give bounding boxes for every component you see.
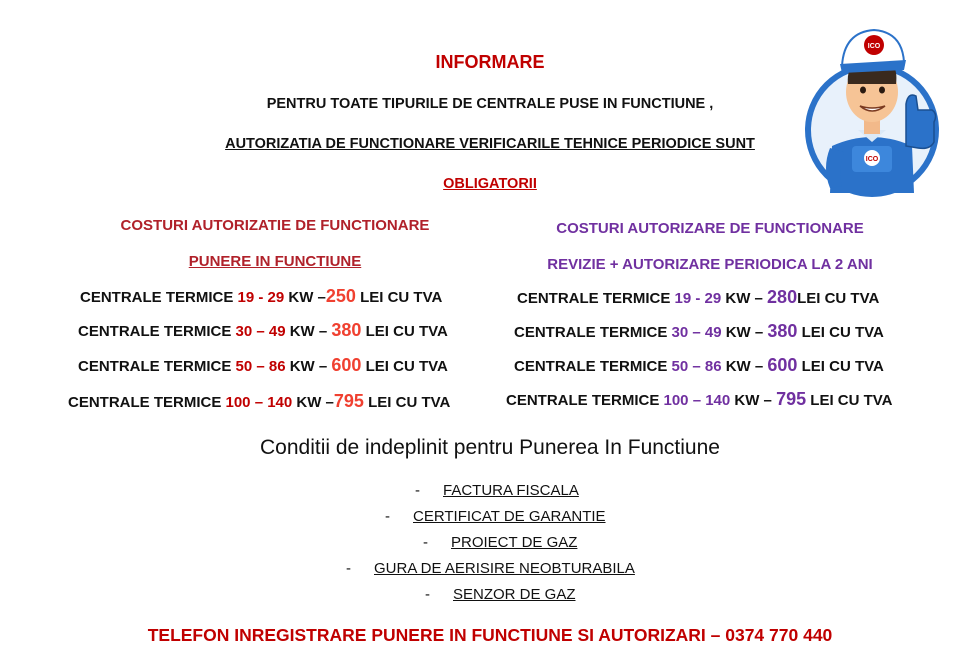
kw-range: 19 - 29 — [674, 290, 722, 307]
condition-item — [415, 482, 579, 499]
row-prefix: CENTRALE TERMICE — [514, 324, 672, 341]
condition-item — [385, 508, 606, 525]
row-suffix: LEI CU TVA — [797, 324, 884, 341]
left-heading-1: COSTURI AUTORIZATIE DE FUNCTIONARE — [120, 217, 430, 234]
document-title: INFORMARE — [435, 52, 545, 72]
left-price-row — [80, 286, 442, 307]
condition-label: GURA DE AERISIRE NEOBTURABILA — [374, 560, 635, 577]
row-mid: KW – — [284, 289, 326, 306]
row-mid: KW – — [721, 358, 768, 375]
price-value: 380 — [767, 321, 798, 341]
row-mid: KW – — [730, 392, 777, 409]
kw-range: 50 – 86 — [235, 358, 286, 375]
left-price-row — [78, 320, 448, 341]
row-suffix: LEI CU TVA — [797, 290, 880, 307]
row-mid: KW – — [285, 358, 332, 375]
row-prefix: CENTRALE TERMICE — [506, 392, 664, 409]
kw-range: 50 – 86 — [671, 358, 722, 375]
price-value: 250 — [325, 286, 356, 306]
condition-item — [425, 586, 576, 603]
left-heading-2: PUNERE IN FUNCTIUNE — [188, 253, 362, 270]
bullet-dash: - — [425, 586, 430, 603]
price-value: 600 — [331, 355, 362, 375]
condition-item — [346, 560, 635, 577]
row-prefix: CENTRALE TERMICE — [78, 323, 236, 340]
row-suffix: LEI CU TVA — [797, 358, 884, 375]
kw-range: 30 – 49 — [671, 324, 722, 341]
row-prefix: CENTRALE TERMICE — [514, 358, 672, 375]
bullet-dash: - — [346, 560, 351, 577]
kw-range: 100 – 140 — [663, 392, 731, 409]
condition-label: PROIECT DE GAZ — [451, 534, 578, 551]
condition-label: SENZOR DE GAZ — [453, 586, 576, 603]
bullet-dash: - — [385, 508, 390, 525]
row-suffix: LEI CU TVA — [363, 394, 451, 411]
condition-label: CERTIFICAT DE GARANTIE — [413, 508, 606, 525]
left-price-row — [78, 355, 448, 376]
price-value: 600 — [767, 355, 798, 375]
right-price-row — [506, 389, 893, 410]
plumber-mascot-image — [800, 18, 950, 198]
right-price-row — [517, 287, 879, 308]
right-price-row — [514, 321, 884, 342]
row-mid: KW – — [721, 290, 768, 307]
badge-logo-text: ICO — [865, 156, 879, 163]
condition-item — [423, 534, 577, 551]
row-mid: KW – — [285, 323, 332, 340]
condition-label: FACTURA FISCALA — [443, 482, 579, 499]
row-mid: KW – — [292, 394, 334, 411]
intro-line-3: OBLIGATORII — [443, 176, 537, 192]
left-price-row — [68, 391, 450, 412]
right-price-row — [514, 355, 884, 376]
price-value: 795 — [776, 389, 807, 409]
row-prefix: CENTRALE TERMICE — [80, 289, 238, 306]
price-value: 380 — [331, 320, 362, 340]
bullet-dash: - — [423, 534, 428, 551]
row-prefix: CENTRALE TERMICE — [517, 290, 675, 307]
row-mid: KW – — [721, 324, 768, 341]
kw-range: 30 – 49 — [235, 323, 286, 340]
row-suffix: LEI CU TVA — [361, 358, 448, 375]
cap-logo-text: ICO — [867, 43, 881, 50]
kw-range: 100 – 140 — [225, 394, 293, 411]
row-prefix: CENTRALE TERMICE — [78, 358, 236, 375]
row-prefix: CENTRALE TERMICE — [68, 394, 226, 411]
kw-range: 19 - 29 — [237, 289, 285, 306]
right-heading-1: COSTURI AUTORIZARE DE FUNCTIONARE — [556, 220, 864, 237]
right-heading-2: REVIZIE + AUTORIZARE PERIODICA LA 2 ANI — [547, 256, 873, 273]
row-suffix: LEI CU TVA — [806, 392, 893, 409]
bullet-dash: - — [415, 482, 420, 499]
phone-footer: TELEFON INREGISTRARE PUNERE IN FUNCTIUNE SI AUTORIZARI – 0374 770 440 — [147, 625, 833, 645]
conditions-title: Conditii de indeplinit pentru Punerea In Functiune — [260, 436, 720, 459]
price-value: 795 — [333, 391, 364, 411]
intro-line-1: PENTRU TOATE TIPURILE DE CENTRALE PUSE IN FUNCTIUNE , — [266, 96, 714, 112]
intro-line-2: AUTORIZATIA DE FUNCTIONARE VERIFICARILE TEHNICE PERIODICE SUNT — [225, 136, 755, 152]
price-value: 280 — [767, 287, 798, 307]
row-suffix: LEI CU TVA — [361, 323, 448, 340]
row-suffix: LEI CU TVA — [355, 289, 443, 306]
